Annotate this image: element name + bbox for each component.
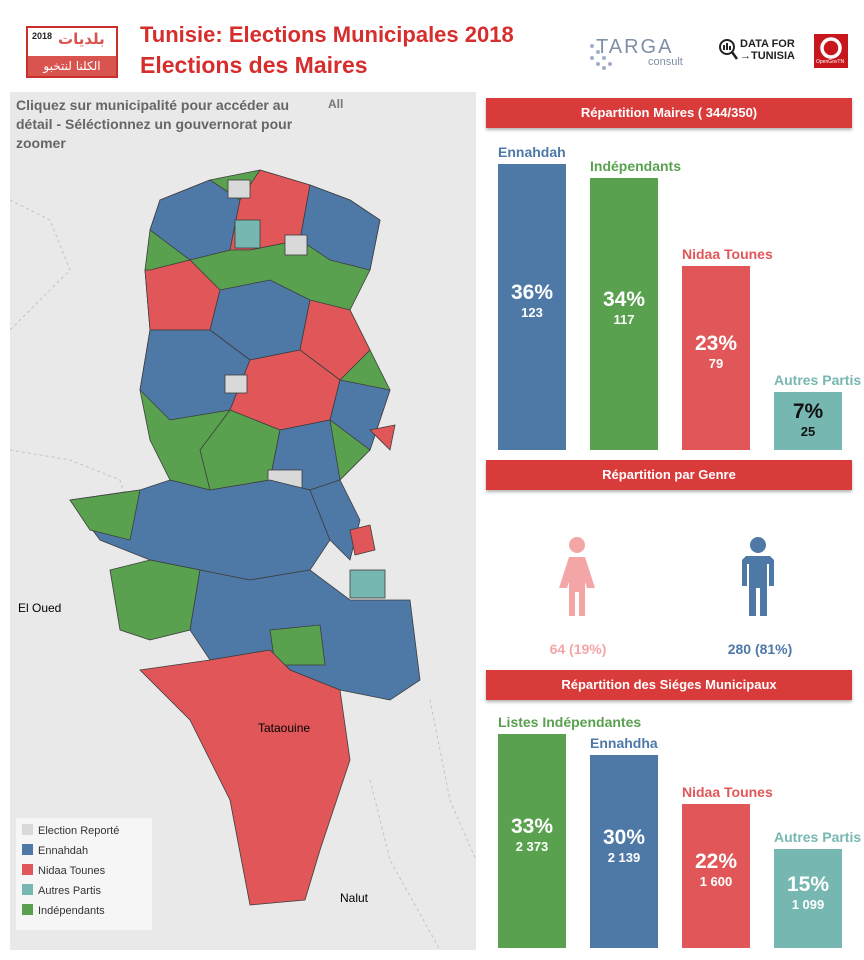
bar-value-group bbox=[774, 873, 842, 912]
border-line-libya-south bbox=[370, 780, 440, 950]
bar-percent-label: 23% bbox=[694, 332, 738, 355]
bar-percent-label: 36% bbox=[510, 281, 554, 304]
male-icon bbox=[740, 536, 776, 618]
governorate-filter[interactable]: All bbox=[328, 97, 344, 111]
genre-title-banner: Répartition par Genre bbox=[486, 460, 852, 490]
bar-category-label: Ennahdah bbox=[498, 144, 566, 160]
sieges-title-banner: Répartition des Siéges Municipaux bbox=[486, 670, 852, 700]
targa-sub: consult bbox=[648, 56, 683, 68]
bar-value-group bbox=[498, 815, 566, 854]
legend-item-autres[interactable]: Autres Partis bbox=[22, 884, 101, 897]
female-icon bbox=[556, 536, 598, 618]
legend-swatch bbox=[22, 844, 33, 855]
magnifier-icon bbox=[718, 38, 738, 62]
map-region-autres-2[interactable] bbox=[235, 220, 260, 248]
bar-value-group bbox=[774, 400, 842, 439]
bar-count-label: 1 600 bbox=[699, 874, 733, 889]
male-count: 280 (81%) bbox=[727, 641, 793, 657]
bar-count-label: 117 bbox=[613, 312, 635, 327]
bar-count-label: 1 099 bbox=[791, 896, 825, 912]
map-region-tataouine[interactable] bbox=[140, 650, 350, 905]
bar-count-label: 2 373 bbox=[515, 839, 549, 854]
maires-bar-chart bbox=[486, 130, 862, 454]
bar-percent-label: 30% bbox=[602, 825, 646, 849]
bar-count-label: 25 bbox=[800, 424, 816, 439]
map-region-reporte-3[interactable] bbox=[225, 375, 247, 393]
bar-count-label: 123 bbox=[521, 305, 543, 320]
map-region-reporte-2[interactable] bbox=[285, 235, 307, 255]
bar-value-group bbox=[498, 281, 566, 320]
bar-count-label: 79 bbox=[708, 356, 724, 371]
logo-arabic-bottom: الكلنا لنتخبو bbox=[28, 56, 116, 76]
page-subtitle: Elections des Maires bbox=[140, 52, 368, 78]
map-region-djerba[interactable] bbox=[350, 525, 375, 555]
legend-item-reporte[interactable]: Election Reporté bbox=[22, 824, 119, 837]
bar-category-label: Indépendants bbox=[590, 158, 682, 174]
bar-percent-label: 7% bbox=[792, 400, 824, 423]
map-legend bbox=[16, 818, 152, 930]
maires-title-banner: Répartition Maires ( 344/350) bbox=[486, 98, 852, 128]
opengov-text: OpenGovTN bbox=[816, 59, 845, 65]
map-region-reporte-1[interactable] bbox=[228, 180, 250, 198]
map-region-autres-3[interactable] bbox=[350, 570, 385, 598]
legend-swatch bbox=[22, 824, 33, 835]
bar-value-group bbox=[590, 826, 658, 865]
bar-count-label: 2 139 bbox=[607, 849, 641, 865]
dft-name: DATA FOR →TUNISIA bbox=[740, 38, 795, 62]
map-label-tataouine: Tataouine bbox=[258, 721, 311, 735]
legend-swatch bbox=[22, 904, 33, 915]
map-region-kebili[interactable] bbox=[110, 560, 200, 640]
targa-consult-logo bbox=[592, 36, 702, 72]
logo-year: 2018 bbox=[32, 31, 53, 41]
bar-percent-label: 15% bbox=[786, 872, 830, 896]
female-count: 64 (19%) bbox=[549, 641, 607, 657]
bar-value-group bbox=[682, 850, 750, 889]
border-line-algeria-north bbox=[10, 200, 70, 330]
logo-arabic-top: بلديات bbox=[58, 30, 105, 48]
map-label-el-oued: El Oued bbox=[18, 601, 62, 615]
bar-percent-label: 22% bbox=[694, 850, 738, 873]
legend-swatch bbox=[22, 864, 33, 875]
bar-category-label: Autres Partis bbox=[774, 829, 862, 845]
map-label-nalut: Nalut bbox=[340, 891, 369, 905]
legend-item-nidaa[interactable]: Nidaa Tounes bbox=[22, 864, 105, 877]
legend-item-ennahdah[interactable]: Ennahdah bbox=[22, 844, 88, 857]
opengovtn-logo bbox=[814, 34, 848, 68]
page-title: Tunisie: Elections Municipales 2018 bbox=[140, 22, 514, 47]
bar-percent-label: 34% bbox=[602, 288, 646, 311]
bar-percent-label: 33% bbox=[510, 815, 554, 838]
map-hint-text: Cliquez sur municipalité pour accéder au détail - Séléctionnez un gouvernorat pour zoomer bbox=[16, 97, 293, 151]
bar-value-group bbox=[590, 288, 658, 327]
legend-swatch bbox=[22, 884, 33, 895]
bar-value-group bbox=[682, 332, 750, 371]
legend-item-independants[interactable]: Indépendants bbox=[22, 904, 105, 917]
bar-category-label: Ennahdha bbox=[590, 735, 658, 751]
map-region-tozeur[interactable] bbox=[70, 490, 140, 540]
bar-category-label: Listes Indépendantes bbox=[498, 714, 642, 730]
baladiyat-logo bbox=[26, 26, 118, 78]
targa-name: TARGA bbox=[596, 36, 674, 58]
bar-category-label: Autres Partis bbox=[774, 372, 862, 388]
sieges-bar-chart bbox=[486, 702, 862, 952]
border-line-libya bbox=[430, 700, 476, 860]
bar-category-label: Nidaa Tounes bbox=[682, 784, 773, 800]
bar-category-label: Nidaa Tounes bbox=[682, 246, 773, 262]
